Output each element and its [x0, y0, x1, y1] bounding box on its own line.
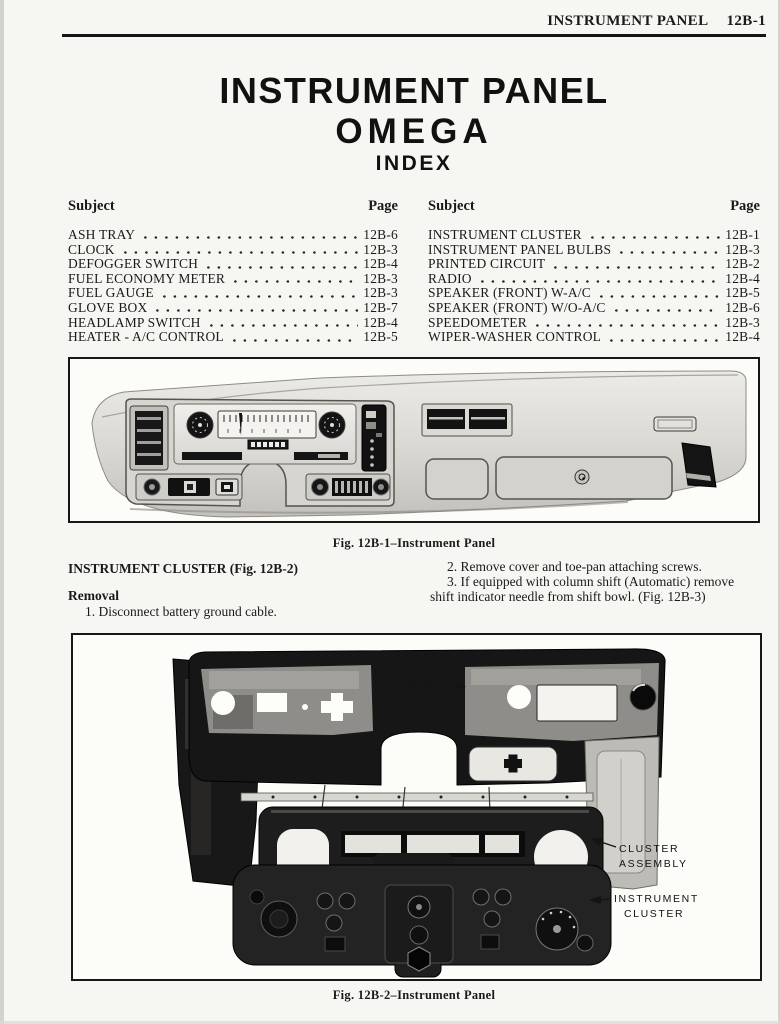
figure-12b-2: [71, 633, 762, 981]
index-column-header: [68, 198, 398, 215]
dot-leader: [615, 303, 721, 315]
cluster-slot-left: [182, 452, 242, 460]
entry-subject: DEFOGGER SWITCH: [68, 256, 199, 272]
entry-page: 12B-5: [725, 285, 760, 301]
entry-subject: HEADLAMP SWITCH: [68, 314, 201, 330]
carrier-label: CARRIER: [386, 678, 445, 690]
switch-column: [362, 405, 386, 471]
figure-caption-2: Fig. 12B-2–Instrument Panel: [332, 988, 496, 1002]
entry-subject: PRINTED CIRCUIT: [428, 256, 546, 272]
entry-subject: INSTRUMENT CLUSTER: [428, 227, 582, 242]
index-entry: [68, 227, 398, 242]
index-entry: [428, 285, 760, 300]
entry-subject: GLOVE BOX: [68, 299, 148, 315]
chrome-rail: [241, 793, 593, 801]
page-title-line2: OMEGA: [335, 112, 493, 151]
headlamp-switch-panel: [136, 474, 242, 500]
index-entry: [428, 256, 760, 271]
speedometer: [218, 411, 316, 438]
dot-leader: [600, 288, 720, 300]
entry-page: 12B-3: [725, 314, 760, 330]
dot-leader: [210, 317, 359, 329]
entry-page: 12B-6: [363, 227, 398, 242]
entry-subject: SPEEDOMETER: [428, 314, 527, 330]
cluster-assembly-label-1: CLUSTER: [619, 843, 680, 855]
scan-edge-left: [0, 0, 4, 1024]
step-3: 3. If equipped with column shift (Automatic) remove shift indicator needle from shift bowl. (Fig. 12B-3): [430, 574, 735, 605]
figure-caption-1: Fig. 12B-1–Instrument Panel: [332, 536, 496, 550]
entry-page: 12B-4: [725, 270, 760, 286]
subject-label: Subject: [428, 198, 475, 214]
index-entry: [68, 329, 398, 344]
cluster-assembly-label-2: ASSEMBLY: [619, 858, 688, 870]
ashtray-bezel: [654, 417, 696, 431]
dot-leader: [620, 244, 720, 256]
page-label: Page: [368, 198, 398, 214]
instrument-cluster-label-2: CLUSTER: [624, 908, 685, 920]
instrument-panel-drawing: [70, 359, 758, 521]
step-2: 2. Remove cover and toe-pan attaching screws.: [447, 559, 702, 574]
index-entry: [428, 315, 760, 330]
odometer: [248, 440, 288, 449]
entry-page: 12B-3: [363, 270, 398, 286]
index-entry: [428, 271, 760, 286]
dot-leader: [610, 332, 720, 344]
dot-leader: [144, 230, 358, 242]
index-entry: [68, 300, 398, 315]
entry-page: 12B-4: [363, 314, 398, 330]
index-column-header: [428, 198, 760, 215]
entry-page: 12B-1: [725, 227, 760, 242]
entry-subject: SPEAKER (FRONT) W/O-A/C: [428, 299, 606, 315]
index-entry: [68, 242, 398, 257]
entry-page: 12B-5: [363, 329, 398, 345]
page-label: Page: [730, 198, 760, 214]
page-title-line3: INDEX: [375, 152, 453, 175]
subject-label: Subject: [68, 198, 115, 214]
header-rule: [62, 34, 766, 37]
entry-page: 12B-6: [725, 299, 760, 315]
entry-subject: CLOCK: [68, 241, 115, 257]
running-header-section: INSTRUMENT PANEL: [547, 13, 709, 29]
running-header-pageno: 12B-1: [726, 13, 766, 29]
glove-panel-small: [426, 459, 488, 499]
dot-leader: [207, 259, 358, 271]
dot-leader: [156, 303, 358, 315]
dot-leader: [536, 317, 720, 329]
carrier-left-face: [201, 665, 373, 735]
running-header: [62, 13, 766, 30]
dot-leader: [124, 244, 358, 256]
dot-leader: [233, 332, 358, 344]
page-title-line1: INSTRUMENT PANEL: [219, 70, 609, 111]
entry-page: 12B-3: [363, 285, 398, 301]
entry-page: 12B-2: [725, 256, 760, 272]
index-entry: [68, 315, 398, 330]
entry-subject: FUEL GAUGE: [68, 285, 154, 301]
center-vents: [422, 404, 512, 436]
temp-gauge: [319, 412, 345, 438]
entry-page: 12B-4: [363, 256, 398, 272]
dot-leader: [234, 273, 358, 285]
carrier-lamp-tab: [469, 747, 557, 781]
instrument-cluster-label-1: INSTRUMENT: [614, 893, 699, 905]
entry-page: 12B-4: [725, 329, 760, 345]
dot-leader: [591, 230, 721, 242]
entry-subject: WIPER-WASHER CONTROL: [428, 329, 602, 345]
cluster-slot-label: [318, 454, 340, 458]
section-heading: INSTRUMENT CLUSTER (Fig. 12B-2): [68, 561, 299, 576]
entry-subject: FUEL ECONOMY METER: [68, 270, 226, 286]
entry-subject: SPEAKER (FRONT) W-A/C: [428, 285, 591, 301]
figure-12b-1: [68, 357, 760, 523]
dot-leader: [481, 273, 721, 285]
glove-box: [496, 457, 672, 499]
fuel-gauge: [187, 412, 213, 438]
body-column-right: [430, 559, 760, 605]
index-entry: [68, 271, 398, 286]
index-entry: [68, 256, 398, 271]
dot-leader: [163, 288, 358, 300]
radio: [306, 474, 390, 500]
entry-subject: ASH TRAY: [68, 227, 136, 242]
index-entry: [428, 300, 760, 315]
entry-subject: INSTRUMENT PANEL BULBS: [428, 241, 612, 257]
step-1: 1. Disconnect battery ground cable.: [85, 604, 277, 620]
body-column-left: [68, 561, 398, 620]
entry-page: 12B-3: [725, 241, 760, 257]
entry-subject: HEATER - A/C CONTROL: [68, 329, 224, 345]
entry-page: 12B-7: [363, 299, 398, 315]
dot-leader: [554, 259, 720, 271]
index-entry: [428, 329, 760, 344]
index-column-left: [68, 198, 398, 344]
entry-subject: RADIO: [428, 270, 472, 286]
subsection-heading: Removal: [68, 588, 119, 604]
index-entry: [68, 285, 398, 300]
instrument-cluster-part: [233, 853, 611, 977]
entry-page: 12B-3: [363, 241, 398, 257]
instrument-panel-photo: [73, 635, 760, 979]
index-entry: [428, 242, 760, 257]
carrier-right-face: [465, 663, 659, 741]
index-entry: [428, 227, 760, 242]
index-column-right: [428, 198, 760, 344]
